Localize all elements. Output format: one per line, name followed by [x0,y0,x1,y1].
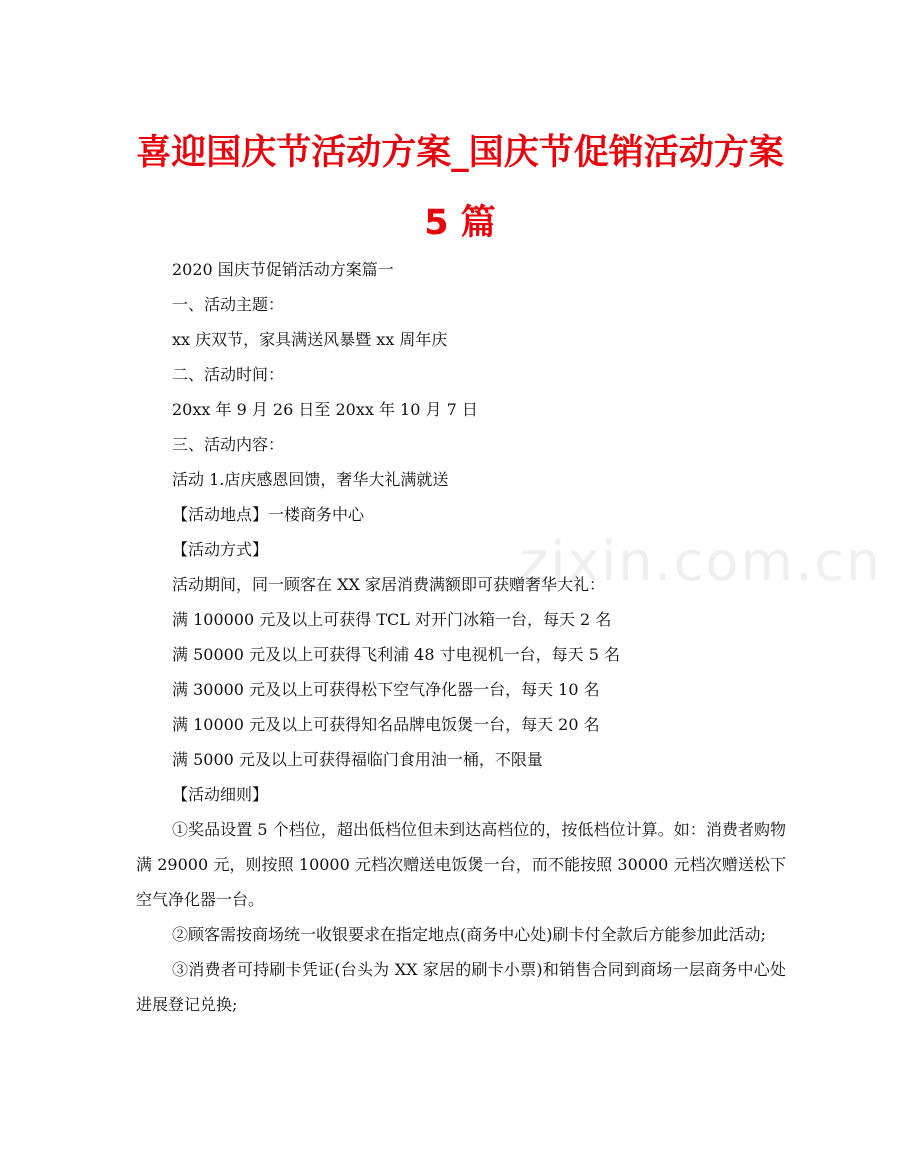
paragraph: 【活动细则】 [172,785,269,804]
paragraph: 活动 1.店庆感恩回馈，奢华大礼满就送 [172,470,449,489]
title-line-1: 喜迎国庆节活动方案_国庆节促销活动方案 [136,133,784,173]
prize-item: 满 5000 元及以上可获得福临门食用油一桶，不限量 [172,750,543,769]
title-line-2: 5 篇 [424,203,496,243]
section-heading: 三、活动内容： [172,435,285,454]
watermark: zixin.com.cn [520,530,883,593]
rule-item: ③消费者可持刷卡凭证(台头为 XX 家居的刷卡小票)和销售合同到商场一层商务中心处进展登记兑换; [136,960,786,1014]
paragraph-heading: 2020 国庆节促销活动方案篇一 [172,260,394,279]
prize-item: 满 100000 元及以上可获得 TCL 对开门冰箱一台，每天 2 名 [172,610,612,629]
section-heading: 一、活动主题： [172,295,285,314]
paragraph: 活动期间，同一顾客在 XX 家居消费满额即可获赠奢华大礼： [172,575,605,594]
paragraph: 【活动地点】一楼商务中心 [172,505,365,524]
rule-item: ①奖品设置 5 个档位，超出低档位但未到达高档位的，按低档位计算。如：消费者购物满 29000 元，则按照 10000 元档次赠送电饭煲一台，而不能按照 30000 元档次赠送松下空气净化器一台。 [136,820,786,909]
rule-item: ②顾客需按商场统一收银要求在指定地点(商务中心处)刷卡付全款后方能参加此活动; [172,925,766,944]
paragraph: 【活动方式】 [172,540,269,559]
prize-item: 满 30000 元及以上可获得松下空气净化器一台，每天 10 名 [172,680,600,699]
paragraph: xx 庆双节，家具满送风暴暨 xx 周年庆 [172,330,448,349]
document-title [100,118,820,258]
document-body [136,252,786,1022]
paragraph: 20xx 年 9 月 26 日至 20xx 年 10 月 7 日 [172,400,478,419]
prize-item: 满 10000 元及以上可获得知名品牌电饭煲一台，每天 20 名 [172,715,600,734]
section-heading: 二、活动时间： [172,365,285,384]
prize-item: 满 50000 元及以上可获得飞利浦 48 寸电视机一台，每天 5 名 [172,645,620,664]
